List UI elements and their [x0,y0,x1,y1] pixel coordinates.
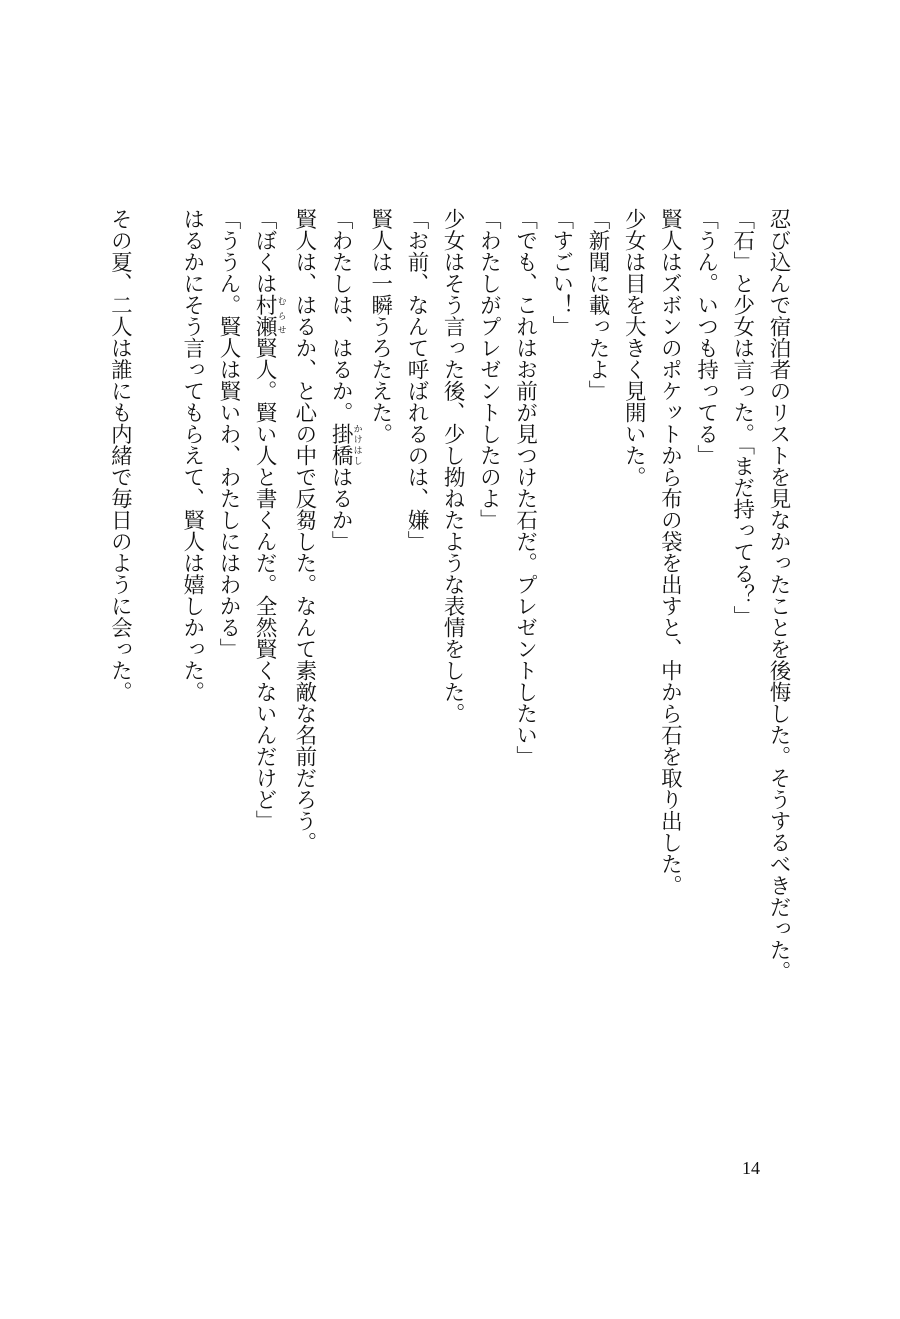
text-line: 少女はそう言った後、少し拗ねたような表情をした。 [440,208,466,724]
ruby-reading: かけはし [351,423,362,466]
text-line: 「お前、なんて呼ばれるのは、嫌」 [403,208,429,552]
ruby-base: 村瀬 [252,294,278,337]
text-line: 賢人は一瞬うろたえた。 [367,208,393,445]
ruby-name [328,423,362,466]
text-line: はるかにそう言ってもらえて、賢人は嬉しかった。 [179,208,205,703]
text-line: 少女は目を大きく見開いた。 [621,208,647,488]
text-line: 「石」と少女は言った。「まだ持ってる？」 [729,208,755,628]
text-line: 「すごい！」 [548,208,574,337]
text-line: 「ううん。賢人は賢いわ、わたしにはわかる」 [215,208,241,660]
text-line: その夏、二人は誰にも内緒で毎日のように会った。 [107,208,133,703]
ruby-reading: むらせ [275,294,286,337]
page-number: 14 [742,1158,760,1178]
body-text [101,208,796,1008]
paragraph-gap [137,208,173,1008]
text-line: 「でも、これはお前が見つけた石だ。プレゼントしたい」 [512,208,538,767]
text-line: 賢人はズボンのポケットから布の袋を出すと、中から石を取り出した。 [657,208,683,896]
text-line: 「うん。いつも持ってる」 [693,208,719,466]
text-segment: 「ぼくは [252,208,278,294]
text-line: 賢人は、はるか、と心の中で反芻した。なんて素敵な名前だろう。 [291,208,317,853]
text-line-with-ruby [246,208,286,1008]
text-segment: はるか」 [328,466,354,552]
text-line: 「新聞に載ったよ」 [584,208,610,402]
text-segment: 「わたしは、はるか。 [328,208,354,423]
ruby-name [252,294,286,337]
text-line-with-ruby [322,208,362,1008]
ruby-base: 掛橋 [328,423,354,466]
text-line: 「わたしがプレゼントしたのよ」 [476,208,502,531]
text-line: 忍び込んで宿泊者のリストを見なかったことを後悔した。そうするべきだった。 [766,208,791,982]
text-segment: 賢人。賢い人と書くんだ。全然賢くないんだけど」 [252,337,278,832]
